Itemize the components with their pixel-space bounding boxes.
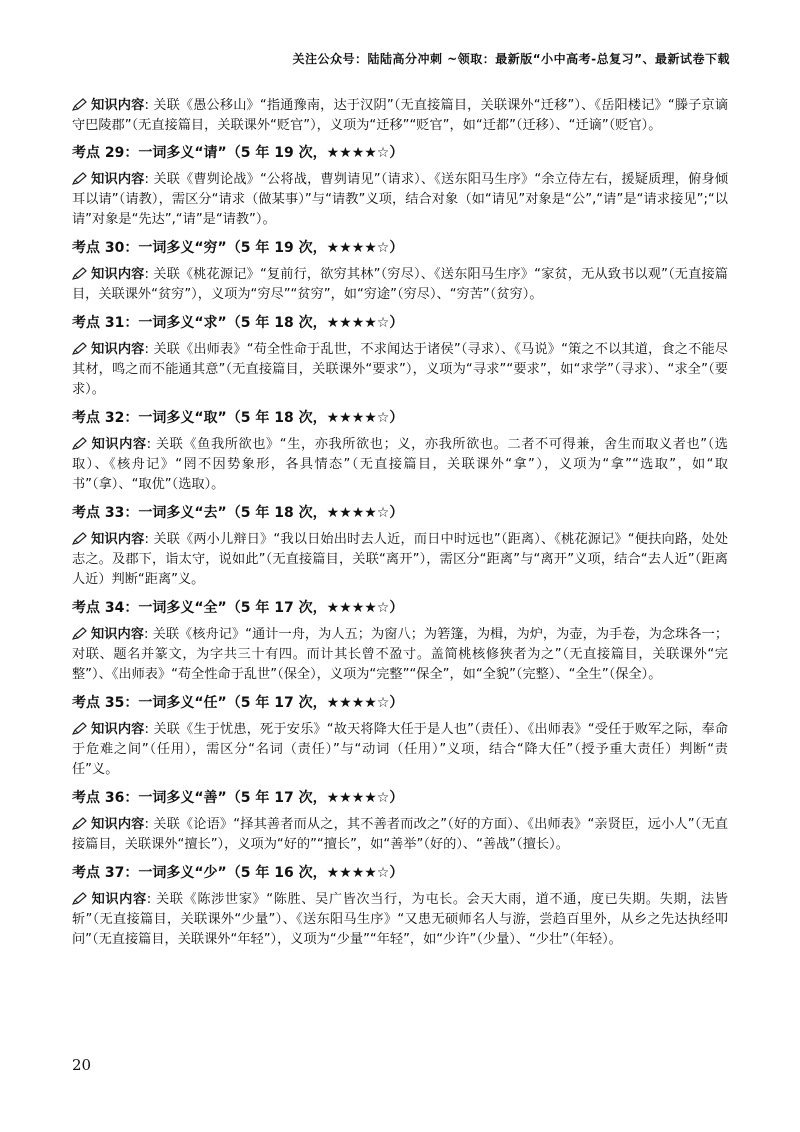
knowledge-text: : 关联《桃花源记》“复前行，欲穷其林”（穷尽）、《送东阳马生序》“家贫，无从致书以观”（无直接篇目，关联课外“贫穷”），义项为“穷尽”“贫穷”，如“穷途”（穷尽）、“穷苦”（贫穷）。 — [72, 267, 728, 302]
knowledge-text: : 关联《曹刿论战》“公将战，曹刿请见”（请求）、《送东阳马生序》“余立侍左右，援疑质理，俯身倾耳以请”（请教），需区分“请求（做某事）”与“请教”义项，结合对象（如“请见”对象是“公”,“请”是“请求接见”;“以请”对象是“先达”,“请”是“请教”）。 — [72, 172, 729, 227]
knowledge-text: : 关联《陈涉世家》“陈胜、吴广皆次当行，为屯长。会天大雨，道不通，度已失期。失期，法皆斩”（无直接篇目，关联课外“少量”）、《送东阳马生序》“又患无硕师名人与游，尝趋百里外，从乡之先达执经叩问”（无直接篇目，关联课外“年轻”），义项为“少量”“年轻”，如“少许”（少量）、“少壮”（年轻）。 — [72, 892, 729, 947]
entry-33 — [72, 503, 728, 590]
knowledge-label: 知识内容 — [91, 267, 145, 282]
knowledge-text: : 关联《核舟记》“通计一舟，为人五；为窗八；为箬篷，为楫，为炉，为壶，为手卷，为念珠各一；对联、题名并篆文，为字共三十有四。而计其长曾不盈寸。盖简桃核修狭者为之”（无直接篇目，关联课外“完整”）、《出师表》“苟全性命于乱世”（保全），义项为“完整”“保全”，如“全貌”（完整）、“全生”（保全）。 — [72, 627, 729, 682]
entry-36 — [72, 788, 728, 855]
pencil-icon — [72, 267, 87, 280]
entry-heading: 考点 34：一词多义“全”（5 年 17 次，★★★★☆） — [72, 600, 404, 616]
page-content — [72, 96, 728, 958]
knowledge-label: 知识内容 — [91, 172, 145, 187]
knowledge-label: 知识内容 — [91, 892, 147, 907]
entry-31 — [72, 313, 728, 400]
entry-heading: 考点 31：一词多义“求”（5 年 18 次，★★★★☆） — [72, 315, 404, 331]
entry-heading: 考点 30：一词多义“穷”（5 年 19 次，★★★★☆） — [72, 240, 404, 256]
knowledge-label: 知识内容 — [91, 722, 145, 737]
entry-body — [72, 170, 728, 230]
knowledge-text: : 关联《愚公移山》“指通豫南，达于汉阴”（无直接篇目，关联课外“迁移”）、《岳阳楼记》“滕子京谪守巴陵郡”（无直接篇目，关联课外“贬官”），义项为“迁移”“贬官”，如“迁都”（迁移）、“迁谪”（贬官）。 — [72, 98, 729, 133]
entry-body — [72, 815, 728, 855]
entry-body — [72, 265, 728, 305]
entry-heading: 考点 29：一词多义“请”（5 年 19 次，★★★★☆） — [72, 145, 404, 161]
pencil-icon — [72, 437, 87, 450]
pencil-icon — [72, 892, 87, 905]
knowledge-text: : 关联《出师表》“苟全性命于乱世，不求闻达于诸侯”（寻求）、《马说》“策之不以其道，食之不能尽其材，鸣之而不能通其意”（无直接篇目，关联课外“要求”），义项为“寻求”“要求”，如“求学”（寻求）、“求全”（要求）。 — [72, 342, 729, 397]
entry-35 — [72, 693, 728, 780]
entry-heading: 考点 36：一词多义“善”（5 年 17 次，★★★★☆） — [72, 790, 404, 806]
page-header: 关注公众号：陆陆高分冲刺 ~领取：最新版“小中高考-总复习”、最新试卷下载 — [292, 52, 730, 66]
entry-heading: 考点 33：一词多义“去”（5 年 18 次，★★★★☆） — [72, 505, 404, 521]
knowledge-label: 知识内容 — [91, 817, 145, 832]
entry-body — [72, 530, 728, 590]
entry-heading: 考点 32：一词多义“取”（5 年 18 次，★★★★☆） — [72, 410, 404, 426]
pencil-icon — [72, 532, 87, 545]
knowledge-label: 知识内容 — [91, 437, 147, 452]
entry-body — [72, 625, 728, 685]
intro-paragraph — [72, 96, 728, 136]
pencil-icon — [72, 98, 87, 111]
knowledge-label: 知识内容 — [91, 627, 144, 642]
entry-32 — [72, 408, 728, 495]
pencil-icon — [72, 627, 87, 640]
entry-heading: 考点 37：一词多义“少”（5 年 16 次，★★★★☆） — [72, 865, 404, 881]
entry-body — [72, 435, 728, 495]
pencil-icon — [72, 722, 87, 735]
entry-body — [72, 720, 728, 780]
entry-30 — [72, 238, 728, 305]
knowledge-label: 知识内容 — [91, 342, 145, 357]
knowledge-text: : 关联《论语》“择其善者而从之，其不善者而改之”（好的方面）、《出师表》“亲贤臣，远小人”（无直接篇目，关联课外“擅长”），义项为“好的”“擅长”，如“善举”（好的）、“善战”（擅长）。 — [72, 817, 728, 852]
page-number: 20 — [72, 1056, 92, 1074]
entry-34 — [72, 598, 728, 685]
knowledge-label: 知识内容 — [91, 532, 145, 547]
knowledge-text: : 关联《鱼我所欲也》“生，亦我所欲也；义，亦我所欲也。二者不可得兼，舍生而取义者也”（选取）、《核舟记》“罔不因势象形，各具情态”（无直接篇目，关联课外“拿”），义项为“拿”“选取”，如“取书”（拿）、“取优”（选取）。 — [72, 437, 728, 492]
knowledge-label: 知识内容 — [91, 98, 145, 113]
pencil-icon — [72, 817, 87, 830]
entry-body — [72, 340, 728, 400]
knowledge-text: : 关联《生于忧患，死于安乐》“故天将降大任于是人也”（责任）、《出师表》“受任于败军之际，奉命于危难之间”（任用），需区分“名词（责任）”与“动词（任用）”义项，结合“降大任”（授予重大责任）判断“责任”义。 — [72, 722, 729, 777]
entry-29 — [72, 143, 728, 230]
entry-body — [72, 890, 728, 950]
entry-heading: 考点 35：一词多义“任”（5 年 17 次，★★★★☆） — [72, 695, 404, 711]
pencil-icon — [72, 342, 87, 355]
pencil-icon — [72, 172, 87, 185]
knowledge-text: : 关联《两小儿辩日》“我以日始出时去人近，而日中时远也”（距离）、《桃花源记》“便扶向路，处处志之。及郡下，诣太守，说如此”（无直接篇目，关联“离开”），需区分“距离”与“离开”义项，结合“去人近”（距离人近）判断“距离”义。 — [72, 532, 729, 587]
entry-37 — [72, 863, 728, 950]
